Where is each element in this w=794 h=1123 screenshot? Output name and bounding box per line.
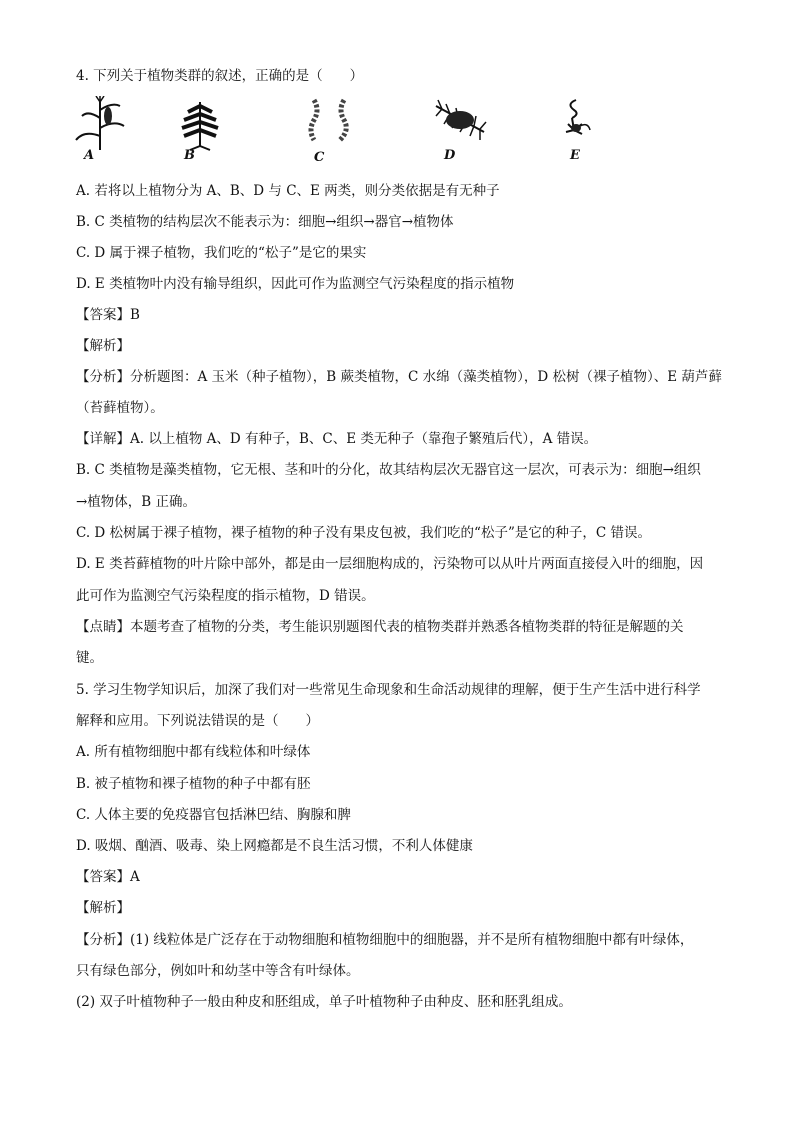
q4-analysis-heading: 【解析】 [76,338,130,354]
q5-option-d: D. 吸烟、酗酒、吸毒、染上网瘾都是不良生活习惯，不利人体健康 [76,838,473,854]
q4-option-d: D. E 类植物叶内没有输导组织，因此可作为监测空气污染程度的指示植物 [76,276,515,292]
q5-analysis-heading: 【解析】 [76,900,130,916]
q4-analysis-line: 【分析】分析题图：A 玉米（种子植物），B 蕨类植物，C 水绵（藻类植物），D 松树（裸子植物）、E 葫芦藓 [76,369,722,385]
q5-analysis-line: 只有绿色部分，例如叶和幼茎中等含有叶绿体。 [76,963,360,979]
plant-image-d [430,96,490,166]
q5-answer: 【答案】A [76,869,140,885]
q4-option-c: C. D 属于裸子植物，我们吃的“松子”是它的果实 [76,245,367,261]
q5-stem: 5. 学习生物学知识后，加深了我们对一些常见生命现象和生命活动规律的理解，便于生产生活中进行科学 [76,682,701,698]
q5-option-a: A. 所有植物细胞中都有线粒体和叶绿体 [76,744,311,760]
corn-plant-icon [70,96,130,151]
q5-option-b: B. 被子植物和裸子植物的种子中都有胚 [76,776,311,792]
plant-image-e [560,96,620,166]
q4-answer: 【答案】B [76,307,140,323]
q4-detail-line: →植物体，B 正确。 [76,494,197,510]
plant-image-b [170,96,230,166]
plant-label-c: C [314,150,325,165]
moss-icon [560,96,620,151]
q5-analysis-line: (2) 双子叶植物种子一般由种皮和胚组成，单子叶植物种子由种皮、胚和胚乳组成。 [76,994,572,1010]
plant-label-d: D [444,148,456,163]
plant-label-a: A [84,148,95,163]
q4-stem: 4. 下列关于植物类群的叙述，正确的是（ ） [76,68,364,84]
q4-detail-line: 此可作为监测空气污染程度的指示植物，D 错误。 [76,588,375,604]
q5-analysis-line: 【分析】(1) 线粒体是广泛存在于动物细胞和植物细胞中的细胞器，并不是所有植物细胞中都有叶绿体， [76,932,694,948]
spirogyra-icon [300,96,360,151]
q5-stem: 解释和应用。下列说法错误的是（ ） [76,713,319,729]
q4-analysis-line: （苔藓植物）。 [76,400,164,416]
q4-plant-images [70,96,630,166]
q4-option-b: B. C 类植物的结构层次不能表示为：细胞→组织→器官→植物体 [76,214,454,230]
plant-label-b: B [184,148,195,163]
q4-comment-line: 键。 [76,650,103,666]
q4-detail-line: B. C 类植物是藻类植物，它无根、茎和叶的分化，故其结构层次无器官这一层次，可表示为：细胞→组织 [76,462,701,478]
plant-label-e: E [570,148,580,163]
plant-image-a [70,96,130,166]
q4-detail-line: C. D 松树属于裸子植物，裸子植物的种子没有果皮包被，我们吃的“松子”是它的种子，C 错误。 [76,525,651,541]
q5-option-c: C. 人体主要的免疫器官包括淋巴结、胸腺和脾 [76,807,351,823]
q4-comment-line: 【点睛】本题考查了植物的分类，考生能识别题图代表的植物类群并熟悉各植物类群的特征是解题的关 [76,619,684,635]
q4-option-a: A. 若将以上植物分为 A、B、D 与 C、E 两类，则分类依据是有无种子 [76,183,500,199]
pine-branch-icon [430,96,490,151]
plant-image-c [300,96,360,166]
q4-detail-line: 【详解】A. 以上植物 A、D 有种子，B、C、E 类无种子（靠孢子繁殖后代），A 错误。 [76,431,598,447]
q4-detail-line: D. E 类苔藓植物的叶片除中部外，都是由一层细胞构成的，污染物可以从叶片两面直接侵入叶的细胞，因 [76,556,704,572]
fern-icon [170,96,230,151]
